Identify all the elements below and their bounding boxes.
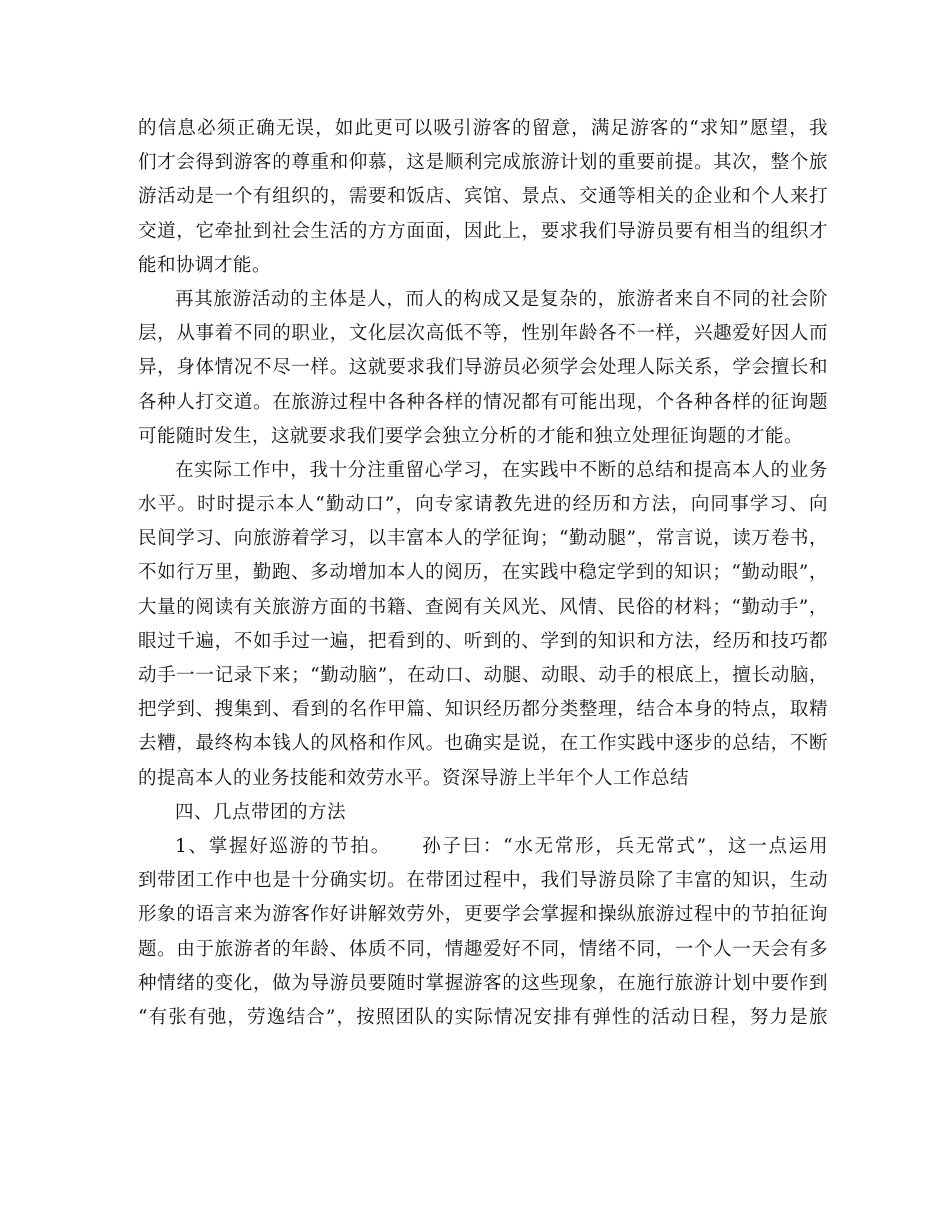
text-line: 能和协调才能。 — [138, 254, 272, 276]
text-line: 去糟，最终构本钱人的风格和作风。也确实是说，在工作实践中逐步的总结，不断 — [138, 733, 828, 755]
text-line: 水平。时时提示本人“勤动口”，向专家请教先进的经历和方法，向同事学习、向 — [138, 494, 828, 516]
section-heading: 四、几点带团的方法 — [175, 801, 347, 823]
text-line: 们才会得到游客的尊重和仰慕，这是顺利完成旅游计划的重要前提。其次，整个旅 — [138, 152, 828, 174]
text-line: 游活动是一个有组织的，需要和饭店、宾馆、景点、交通等相关的企业和个人来打 — [138, 186, 828, 208]
paragraph-first-line: 1、掌握好巡游的节拍。 孙子曰：“水无常形，兵无常式”，这一点运用 — [175, 835, 828, 857]
text-line: 的信息必须正确无误，如此更可以吸引游客的留意，满足游客的“求知”愿望，我 — [138, 118, 828, 139]
text-line: 把学到、搜集到、看到的名作甲篇、知识经历都分类整理，结合本身的特点，取精 — [138, 699, 828, 721]
text-line: 大量的阅读有关旅游方面的书籍、查阅有关风光、风情、民俗的材料；“勤动手”， — [138, 596, 828, 618]
text-line: 到带团工作中也是十分确实切。在带团过程中，我们导游员除了丰富的知识，生动 — [138, 870, 828, 892]
text-line: 种情绪的变化，做为导游员要随时掌握游客的这些现象，在施行旅游计划中要作到 — [138, 972, 828, 994]
text-line: “有张有弛，劳逸结合”，按照团队的实际情况安排有弹性的活动日程，努力是旅 — [138, 1006, 828, 1028]
text-line: 可能随时发生，这就要求我们要学会独立分析的才能和独立处理征询题的才能。 — [138, 425, 804, 447]
text-line: 层，从事着不同的职业，文化层次高低不等，性别年龄各不一样，兴趣爱好因人而 — [138, 323, 828, 345]
paragraph-first-line: 再其旅游活动的主体是人，而人的构成又是复杂的，旅游者来自不同的社会阶 — [175, 288, 828, 310]
paragraph-first-line: 在实际工作中，我十分注重留心学习，在实践中不断的总结和提高本人的业务 — [175, 459, 828, 481]
text-line: 交道，它牵扯到社会生活的方方面面，因此上，要求我们导游员要有相当的组织才 — [138, 220, 828, 242]
text-line: 形象的语言来为游客作好讲解效劳外，更要学会掌握和操纵旅游过程中的节拍征询 — [138, 904, 828, 926]
text-line: 民间学习、向旅游着学习，以丰富本人的学征询；“勤动腿”，常言说，读万卷书， — [138, 528, 828, 550]
text-line: 动手一一记录下来；“勤动脑”，在动口、动腿、动眼、动手的根底上，擅长动脑， — [138, 665, 828, 686]
text-line: 各种人打交道。在旅游过程中各种各样的情况都有可能出现，个各种各样的征询题 — [138, 391, 828, 413]
body-text — [138, 112, 828, 1035]
text-line: 题。由于旅游者的年龄、体质不同，情趣爱好不同，情绪不同，一个人一天会有多 — [138, 938, 828, 960]
text-line: 眼过千遍，不如手过一遍，把看到的、听到的、学到的知识和方法，经历和技巧都 — [138, 630, 828, 652]
text-line: 不如行万里，勤跑、多动增加本人的阅历，在实践中稳定学到的知识；“勤动眼”， — [138, 562, 828, 584]
text-line: 异，身体情况不尽一样。这就要求我们导游员必须学会处理人际关系，学会擅长和 — [138, 357, 828, 379]
text-line: 的提高本人的业务技能和效劳水平。资深导游上半年个人工作总结 — [138, 767, 690, 789]
